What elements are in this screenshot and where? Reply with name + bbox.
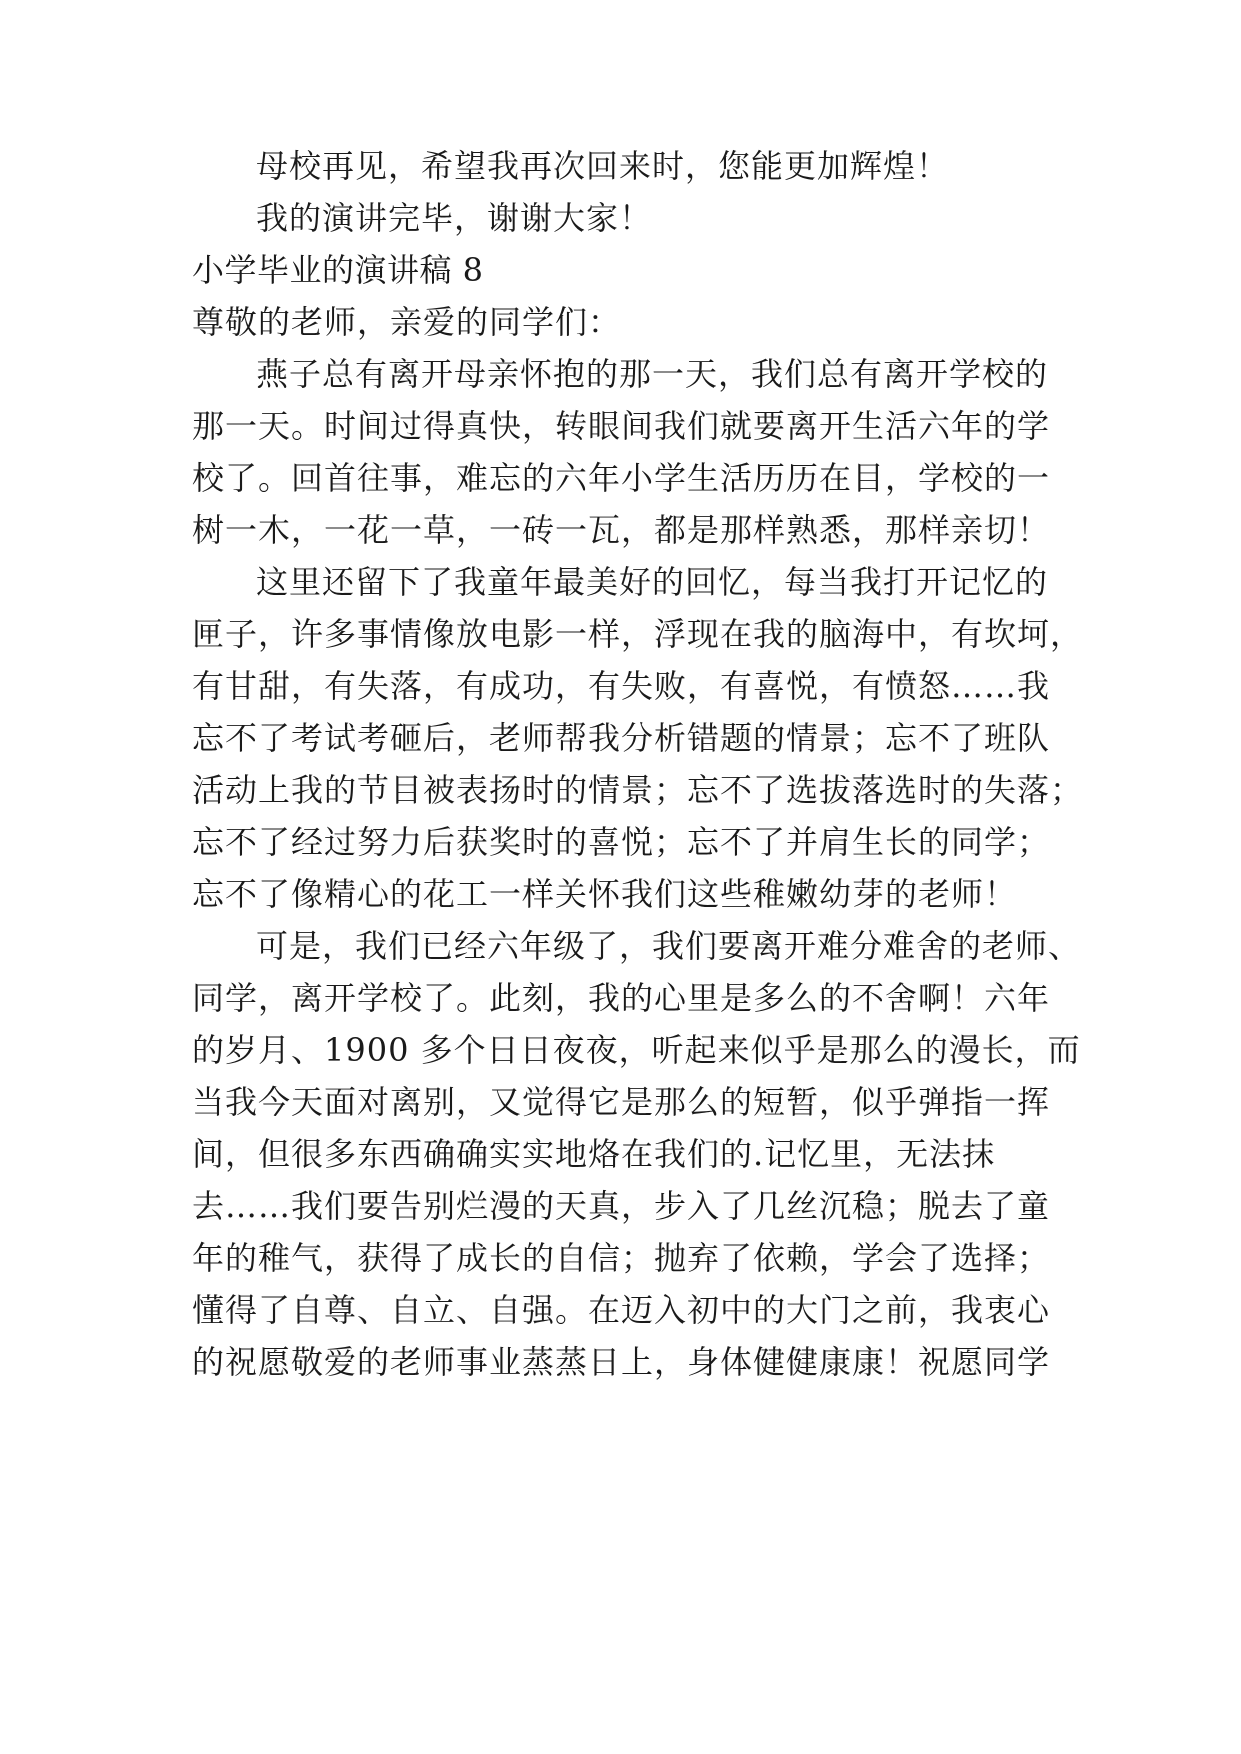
paragraph-line: 去……我们要告别烂漫的天真，步入了几丝沉稳；脱去了童: [192, 1187, 1051, 1225]
section-title: 小学毕业的演讲稿 8: [192, 251, 484, 289]
paragraph-line: 校了。回首往事，难忘的六年小学生活历历在目，学校的一: [192, 459, 1051, 497]
paragraph-line: 匣子，许多事情像放电影一样，浮现在我的脑海中，有坎坷，: [192, 615, 1084, 653]
paragraph-line: 的岁月、1900 多个日日夜夜，听起来似乎是那么的漫长，而: [192, 1031, 1081, 1069]
closing-line: 母校再见，希望我再次回来时，您能更加辉煌！: [256, 147, 950, 185]
paragraph-line: 同学，离开学校了。此刻，我的心里是多么的不舍啊！六年: [192, 979, 1051, 1017]
paragraph-line: 间，但很多东西确确实实地烙在我们的.记忆里，无法抹: [192, 1135, 996, 1173]
paragraph-line: 有甘甜，有失落，有成功，有失败，有喜悦，有愤怒……我: [192, 667, 1051, 705]
paragraph-line: 忘不了像精心的花工一样关怀我们这些稚嫩幼芽的老师！: [192, 875, 1018, 913]
salutation: 尊敬的老师，亲爱的同学们：: [192, 303, 622, 341]
closing-line: 我的演讲完毕，谢谢大家！: [256, 199, 653, 237]
paragraph-line: 忘不了考试考砸后，老师帮我分析错题的情景；忘不了班队: [192, 719, 1051, 757]
paragraph-line: 那一天。时间过得真快，转眼间我们就要离开生活六年的学: [192, 407, 1051, 445]
paragraph-line: 的祝愿敬爱的老师事业蒸蒸日上，身体健健康康！祝愿同学: [192, 1343, 1051, 1381]
paragraph-line: 燕子总有离开母亲怀抱的那一天，我们总有离开学校的: [256, 355, 1049, 393]
paragraph-line: 懂得了自尊、自立、自强。在迈入初中的大门之前，我衷心: [192, 1291, 1051, 1329]
paragraph-line: 树一木，一花一草，一砖一瓦，都是那样熟悉，那样亲切！: [192, 511, 1051, 549]
paragraph-line: 这里还留下了我童年最美好的回忆，每当我打开记忆的: [256, 563, 1049, 601]
paragraph-line: 忘不了经过努力后获奖时的喜悦；忘不了并肩生长的同学；: [192, 823, 1051, 861]
paragraph-line: 活动上我的节目被表扬时的情景；忘不了选拔落选时的失落；: [192, 771, 1084, 809]
paragraph-line: 可是，我们已经六年级了，我们要离开难分难舍的老师、: [256, 927, 1082, 965]
paragraph-line: 年的稚气，获得了成长的自信；抛弃了依赖，学会了选择；: [192, 1239, 1051, 1277]
paragraph-line: 当我今天面对离别，又觉得它是那么的短暂，似乎弹指一挥: [192, 1083, 1051, 1121]
